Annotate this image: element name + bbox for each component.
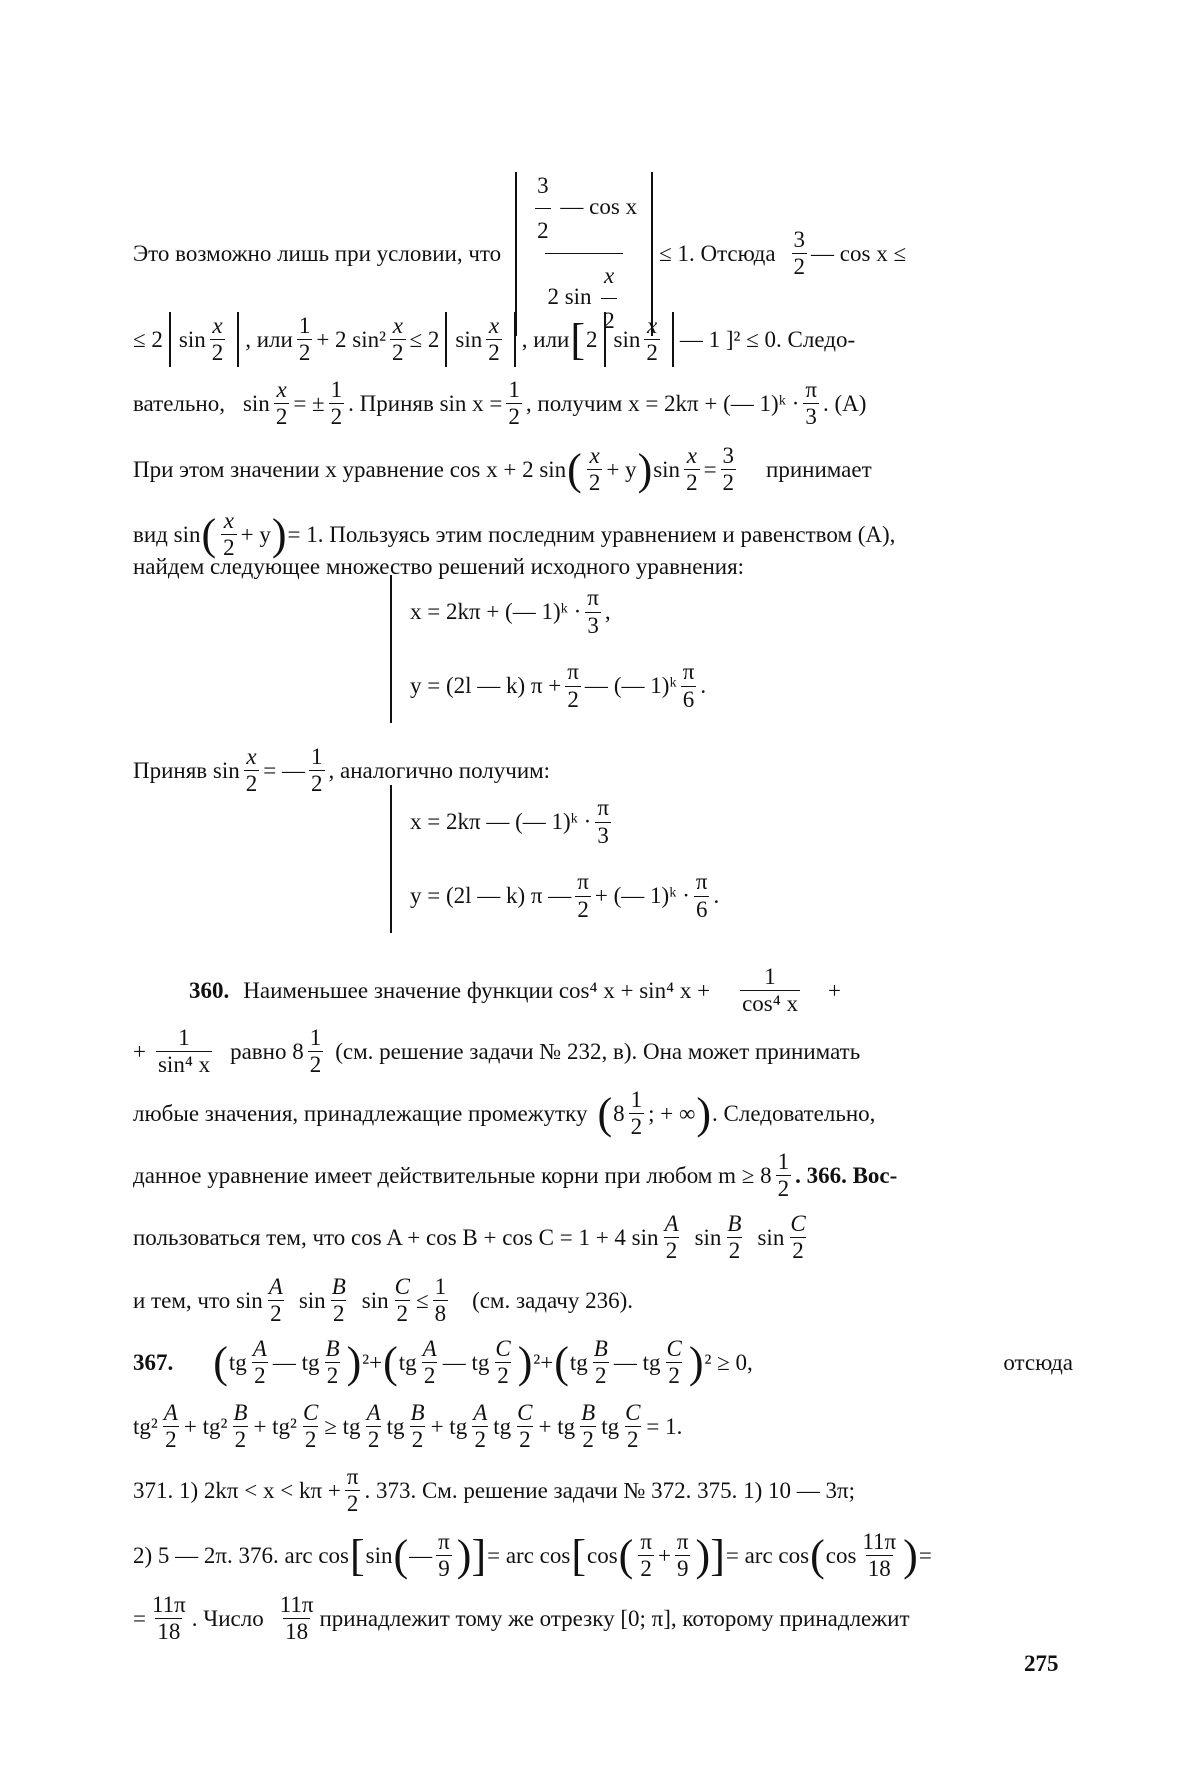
line-inequality: ≤ 2 sin $\frac{x}{2}$ , или $\frac{1}{2}$ + 2 sin² $\frac{x}{2}$ ≤ 2 sin $\frac{x}{2}$ , или [ 2 sin $\frac{x}{2}$ — 1 ]² ≤ 0. Следо- bbox=[133, 312, 1073, 367]
num: B bbox=[727, 1211, 742, 1236]
text: . Число bbox=[191, 1606, 264, 1632]
system-row-x bbox=[410, 575, 970, 649]
text: , bbox=[604, 599, 611, 624]
num: C bbox=[394, 1274, 410, 1299]
text: 2) 5 — 2π. 376. arc cos bbox=[133, 1543, 350, 1569]
num: 1 bbox=[330, 377, 343, 402]
system-2 bbox=[390, 785, 970, 933]
text: ≤ bbox=[415, 1288, 429, 1314]
den: 2 bbox=[330, 404, 343, 430]
fraction bbox=[565, 660, 581, 711]
den: 2 bbox=[601, 298, 617, 333]
den: 2 bbox=[396, 1301, 409, 1327]
fraction bbox=[390, 314, 406, 365]
fraction bbox=[515, 1401, 534, 1452]
text: + y bbox=[240, 522, 271, 548]
den: sin⁴ x bbox=[157, 1052, 211, 1078]
text: y = (2l — k) π + bbox=[410, 673, 562, 698]
num: C bbox=[625, 1400, 641, 1425]
fraction bbox=[721, 444, 737, 495]
num: x bbox=[276, 377, 287, 402]
num: B bbox=[233, 1400, 248, 1425]
fraction bbox=[393, 1275, 412, 1326]
text: , или bbox=[521, 327, 570, 353]
fraction bbox=[725, 1212, 743, 1263]
num: x bbox=[686, 443, 697, 468]
fraction bbox=[274, 378, 290, 429]
text: = arc cos bbox=[487, 1543, 571, 1569]
line-problem-360 bbox=[133, 965, 1073, 1016]
fraction bbox=[788, 1212, 807, 1263]
den: 2 bbox=[311, 771, 323, 797]
den: 8 bbox=[434, 1301, 447, 1327]
abs-sin bbox=[604, 312, 674, 367]
problem-number: 367. bbox=[133, 1350, 174, 1376]
den: 2 bbox=[488, 340, 500, 366]
fraction bbox=[436, 1530, 452, 1581]
text: . (A) bbox=[822, 391, 867, 417]
fraction bbox=[740, 965, 800, 1016]
num: B bbox=[325, 1336, 340, 1361]
text: + y bbox=[606, 457, 637, 483]
den: 2 bbox=[630, 1114, 643, 1140]
text: принадлежит тому же отрезку [0; π], которому принадлежит bbox=[319, 1606, 910, 1632]
fraction bbox=[529, 174, 639, 334]
num: x bbox=[589, 443, 600, 468]
fraction bbox=[587, 444, 603, 495]
fraction bbox=[595, 796, 611, 847]
fraction bbox=[251, 1337, 269, 1388]
den: 2 bbox=[423, 1363, 436, 1389]
den: 6 bbox=[695, 896, 708, 922]
den: 2 bbox=[270, 1301, 282, 1327]
num: 3 bbox=[537, 173, 549, 198]
num: π bbox=[567, 659, 579, 685]
line-problem-367: 367. ( tg $\frac{A}{2}$ — tg $\frac{B}{2}$ ) ²+ ( tg $\frac{A}{2}$ — tg $\frac{C}{2}$ ) ²+ ( tg $\frac{B}{2}$ — tg $\frac{C}{2}$ ) ² ≥ 0, отсюда bbox=[133, 1336, 1073, 1389]
text: + (— 1)ᵏ · bbox=[594, 883, 690, 908]
den: 2 bbox=[627, 1427, 639, 1453]
den: 2 bbox=[646, 340, 658, 366]
text: (— 1)ᵏ bbox=[613, 673, 677, 698]
num: x bbox=[212, 313, 223, 338]
fraction bbox=[471, 1401, 489, 1452]
den: 2 bbox=[519, 1427, 531, 1453]
text: — bbox=[584, 673, 608, 698]
text: , получим x = 2kπ + (— 1)ᵏ · bbox=[525, 391, 800, 417]
text: 371. 1) 2kπ < x < kπ + bbox=[133, 1478, 341, 1504]
fraction bbox=[681, 660, 697, 711]
num: π bbox=[587, 585, 599, 611]
num: x bbox=[392, 313, 403, 338]
den: 2 bbox=[309, 1052, 322, 1078]
num: 1 bbox=[309, 1025, 322, 1050]
fraction bbox=[330, 1275, 348, 1326]
den: 2 bbox=[304, 1427, 317, 1453]
fraction bbox=[324, 1337, 342, 1388]
num: x bbox=[603, 263, 615, 289]
num: 1 bbox=[178, 1025, 190, 1050]
den: 2 bbox=[582, 1427, 594, 1453]
den: 2 bbox=[165, 1427, 177, 1453]
paren: ) bbox=[271, 510, 287, 560]
text: отсюда bbox=[1003, 1350, 1073, 1376]
num: 1 bbox=[777, 1149, 790, 1174]
fraction bbox=[535, 174, 551, 243]
text: равно 8 bbox=[230, 1039, 304, 1065]
num: C bbox=[302, 1400, 319, 1425]
den: 2 bbox=[728, 1238, 741, 1264]
line-367-cont: tg² $\frac{A}{2}$ + tg² $\frac{B}{2}$ + tg² $\frac{C}{2}$ ≥ tg $\frac{A}{2}$ tg $\frac{B}{2}$ + tg $\frac{A}{2}$ tg $\frac{C}{2}$ + tg $\frac{B}{2}$ tg $\frac{C}{2}$ = 1. bbox=[133, 1400, 683, 1453]
system-row-y bbox=[410, 859, 970, 933]
text: 2 sin bbox=[547, 284, 592, 310]
line-360-roots bbox=[133, 1150, 1073, 1201]
problem-number: . 366. Вос- bbox=[795, 1163, 898, 1189]
text: = arc cos bbox=[725, 1543, 810, 1569]
text: x = 2kπ — (— 1)ᵏ · bbox=[410, 809, 592, 834]
den: 2 bbox=[298, 340, 311, 366]
line-problem-371 bbox=[133, 1465, 1073, 1516]
text: (см. задачу 236). bbox=[472, 1288, 633, 1314]
text: — 1 ]² ≤ 0. Следо- bbox=[679, 327, 856, 353]
text: и тем, что sin bbox=[133, 1288, 263, 1314]
line-equation bbox=[133, 444, 1073, 495]
text: + 2 sin² bbox=[316, 327, 387, 353]
paren: ( bbox=[567, 445, 582, 495]
text: принимает bbox=[766, 457, 872, 483]
num: A bbox=[473, 1400, 488, 1425]
fraction bbox=[297, 314, 313, 365]
fraction bbox=[803, 378, 819, 429]
num: 3 bbox=[793, 227, 806, 253]
den: 9 bbox=[676, 1556, 689, 1582]
fraction bbox=[156, 1026, 212, 1077]
fraction bbox=[776, 1150, 792, 1201]
den: 18 bbox=[867, 1556, 891, 1582]
text: = 1. Пользуясь этим последним уравнением и равенством (A), bbox=[287, 522, 896, 548]
text: любые значения, принадлежащие промежутку bbox=[133, 1101, 588, 1127]
num: B bbox=[331, 1274, 346, 1299]
den: 2 bbox=[411, 1427, 424, 1453]
num: x bbox=[246, 744, 257, 769]
num: 1 bbox=[298, 313, 311, 338]
fraction bbox=[421, 1337, 439, 1388]
text: = — bbox=[263, 758, 305, 784]
fraction bbox=[409, 1401, 427, 1452]
text: . Приняв sin x = bbox=[348, 391, 503, 417]
fraction bbox=[506, 378, 522, 429]
text: пользоваться тем, что cos A + cos B + cos C = 1 + 4 sin bbox=[133, 1225, 659, 1251]
text: 8 bbox=[613, 1101, 625, 1127]
system-row-x bbox=[410, 785, 970, 859]
num: A bbox=[366, 1400, 381, 1425]
den: 2 bbox=[254, 1363, 266, 1389]
text: , или bbox=[245, 327, 293, 353]
text: Наименьшее значение функции cos⁴ x + sin⁴ x + bbox=[243, 978, 711, 1004]
text: sin bbox=[242, 391, 270, 417]
num: π bbox=[805, 377, 817, 402]
fraction bbox=[345, 1465, 361, 1516]
num: C bbox=[790, 1211, 806, 1236]
den: 2 bbox=[245, 771, 258, 797]
text: . bbox=[713, 883, 720, 908]
line-therefore bbox=[133, 378, 1073, 429]
paren: ( bbox=[597, 1089, 613, 1139]
text: x = 2kπ + (— 1)ᵏ · bbox=[410, 599, 582, 624]
den: 2 bbox=[367, 1427, 380, 1453]
num: π bbox=[438, 1529, 450, 1554]
den: 2 bbox=[508, 404, 520, 430]
fraction bbox=[644, 314, 660, 365]
text: вательно, bbox=[133, 391, 225, 417]
fraction bbox=[433, 1275, 449, 1326]
num: 11π bbox=[151, 1592, 186, 1617]
system-1 bbox=[390, 575, 970, 723]
num: 1 bbox=[311, 744, 323, 769]
num: π bbox=[682, 659, 695, 685]
fraction bbox=[278, 1593, 316, 1644]
num: π bbox=[640, 1529, 652, 1554]
paren: ( bbox=[201, 510, 217, 560]
text: sin bbox=[613, 327, 641, 353]
line-problem-366: пользоваться тем, что cos A + cos B + cos C = 1 + 4 sin $\frac{A}{2}$ sin $\frac{B}{2}$ sin $\frac{C}{2}$ bbox=[133, 1211, 806, 1264]
num: x bbox=[488, 313, 500, 338]
text: ≤ 1. Отсюда bbox=[659, 241, 776, 267]
fraction bbox=[675, 1530, 691, 1581]
fraction bbox=[309, 745, 325, 796]
num: π bbox=[577, 869, 589, 895]
fraction bbox=[365, 1401, 383, 1452]
den: 2 bbox=[792, 1238, 804, 1264]
text: sin bbox=[455, 327, 483, 353]
den: 2 bbox=[474, 1427, 486, 1453]
fraction bbox=[792, 228, 808, 279]
den: cos⁴ x bbox=[742, 991, 799, 1017]
text: Приняв sin bbox=[133, 758, 240, 784]
den: 2 bbox=[665, 1238, 678, 1264]
text: y = (2l — k) π — bbox=[410, 883, 572, 908]
fraction bbox=[694, 870, 710, 921]
fraction bbox=[684, 444, 700, 495]
den: 2 bbox=[686, 470, 698, 496]
line-problem-376: 2) 5 — 2π. 376. arc cos [ sin ( — $\frac{\pi}{9}$ )] = arc cos [ cos ( $\frac{\pi}{2}$ + $\frac{\pi}{9}$ )] = arc cos ( cos $\frac{11\pi}{18}$ ) = bbox=[133, 1529, 932, 1582]
fraction bbox=[231, 1401, 249, 1452]
text: + bbox=[133, 1039, 146, 1065]
paren: ) bbox=[696, 1089, 712, 1139]
text: = bbox=[133, 1606, 146, 1632]
text: ≤ 2 bbox=[409, 327, 440, 353]
fraction bbox=[629, 1088, 645, 1139]
den: 6 bbox=[682, 686, 695, 712]
num: 1 bbox=[630, 1087, 643, 1112]
fraction bbox=[493, 1337, 512, 1388]
fraction bbox=[150, 1593, 188, 1644]
text: sin bbox=[178, 327, 206, 353]
den: 2 bbox=[793, 254, 806, 280]
num: C bbox=[517, 1400, 533, 1425]
num: A bbox=[268, 1274, 283, 1299]
num: 11π bbox=[862, 1529, 897, 1554]
den: 2 bbox=[275, 404, 288, 430]
num: A bbox=[252, 1336, 267, 1361]
num: A bbox=[163, 1400, 178, 1425]
text: . bbox=[700, 673, 707, 698]
num: B bbox=[410, 1400, 425, 1425]
fraction bbox=[579, 1401, 597, 1452]
text: данное уравнение имеет действительные корни при любом m ≥ 8 bbox=[133, 1163, 772, 1189]
num: 1 bbox=[764, 964, 776, 989]
den: 2 bbox=[346, 1491, 359, 1517]
fraction bbox=[162, 1401, 180, 1452]
text: . Следовательно, bbox=[712, 1101, 876, 1127]
den: 2 bbox=[588, 470, 601, 496]
num: π bbox=[695, 869, 708, 895]
abs-sin bbox=[169, 312, 239, 367]
fraction bbox=[860, 1530, 898, 1581]
den: 3 bbox=[597, 822, 609, 848]
fraction bbox=[221, 509, 237, 560]
den: 2 bbox=[234, 1427, 247, 1453]
num: 1 bbox=[434, 1274, 447, 1299]
line-view bbox=[133, 509, 1073, 560]
text: вид sin bbox=[133, 522, 201, 548]
fraction bbox=[244, 745, 260, 796]
text: Это возможно лишь при условии, что bbox=[133, 241, 502, 267]
abs-sin bbox=[445, 312, 515, 367]
den: 2 bbox=[640, 1556, 652, 1582]
den: 2 bbox=[567, 686, 579, 712]
den: 2 bbox=[722, 470, 735, 496]
text: ; + ∞ bbox=[648, 1101, 696, 1127]
num: π bbox=[346, 1464, 359, 1489]
num: 11π bbox=[279, 1592, 314, 1617]
num: C bbox=[666, 1336, 682, 1361]
fraction bbox=[210, 314, 226, 365]
den: 2 bbox=[777, 1176, 790, 1202]
text: = bbox=[703, 457, 717, 483]
num: C bbox=[495, 1336, 511, 1361]
fraction bbox=[486, 314, 502, 365]
num: A bbox=[664, 1211, 679, 1236]
num: x bbox=[223, 508, 234, 533]
text: ≤ 2 bbox=[133, 327, 163, 353]
den: 9 bbox=[438, 1556, 450, 1582]
text: + bbox=[828, 978, 841, 1004]
den: 2 bbox=[577, 896, 589, 922]
fraction bbox=[267, 1275, 285, 1326]
fraction bbox=[329, 378, 345, 429]
den: 2 bbox=[326, 1363, 339, 1389]
num: π bbox=[676, 1529, 689, 1554]
den: 2 bbox=[392, 340, 404, 366]
text: = ± bbox=[293, 391, 325, 417]
paren: ) bbox=[637, 445, 653, 495]
den: 2 bbox=[497, 1363, 509, 1389]
fraction bbox=[592, 1337, 610, 1388]
fraction bbox=[301, 1401, 320, 1452]
den: 18 bbox=[285, 1619, 309, 1645]
text: . 373. См. решение задачи № 372. 375. 1) 10 — 3π; bbox=[364, 1478, 856, 1504]
text: — cos x bbox=[560, 193, 638, 219]
den: 3 bbox=[587, 612, 599, 638]
line-360-interval bbox=[133, 1088, 1073, 1139]
den: 18 bbox=[157, 1619, 181, 1645]
problem-number: 360. bbox=[189, 978, 230, 1004]
text: sin bbox=[653, 457, 681, 483]
den: 2 bbox=[595, 1363, 607, 1389]
bracket: [ bbox=[570, 315, 586, 365]
fraction bbox=[663, 1212, 681, 1263]
line-376-cont bbox=[133, 1593, 1073, 1644]
den: 3 bbox=[805, 404, 817, 430]
num: 1 bbox=[508, 377, 520, 402]
text: = bbox=[918, 1543, 932, 1569]
num: A bbox=[422, 1336, 437, 1361]
text: При этом значении x уравнение cos x + 2 sin bbox=[133, 457, 567, 483]
num: 3 bbox=[722, 443, 735, 468]
den: 2 bbox=[211, 340, 224, 366]
page-number: 275 bbox=[1024, 1651, 1059, 1676]
num: B bbox=[581, 1400, 596, 1425]
den: 2 bbox=[223, 535, 235, 561]
numerator bbox=[529, 174, 639, 253]
line-360-cont bbox=[133, 1026, 1073, 1077]
fraction bbox=[585, 586, 601, 637]
fraction bbox=[308, 1026, 324, 1077]
den: 2 bbox=[535, 208, 551, 243]
fraction bbox=[575, 870, 591, 921]
den: 2 bbox=[332, 1301, 345, 1327]
text: — cos x ≤ bbox=[811, 241, 907, 267]
line-366-cont: и тем, что sin $\frac{A}{2}$ sin $\frac{B}{2}$ sin $\frac{C}{2}$ ≤ $\frac{1}{8}$ (см. задачу 236). bbox=[133, 1274, 633, 1327]
fraction bbox=[664, 1337, 683, 1388]
den: 2 bbox=[668, 1363, 680, 1389]
text: (см. решение задачи № 232, в). Она может принимать bbox=[335, 1039, 861, 1065]
text: , аналогично получим: bbox=[328, 758, 551, 784]
text: найдем следующее множество решений исходного уравнения: bbox=[133, 554, 745, 579]
text: = 1. bbox=[646, 1414, 683, 1440]
fraction bbox=[638, 1530, 654, 1581]
system-row-y bbox=[410, 649, 970, 723]
fraction bbox=[623, 1401, 642, 1452]
num: B bbox=[593, 1336, 608, 1361]
num: π bbox=[597, 795, 609, 821]
num: x bbox=[647, 313, 658, 338]
